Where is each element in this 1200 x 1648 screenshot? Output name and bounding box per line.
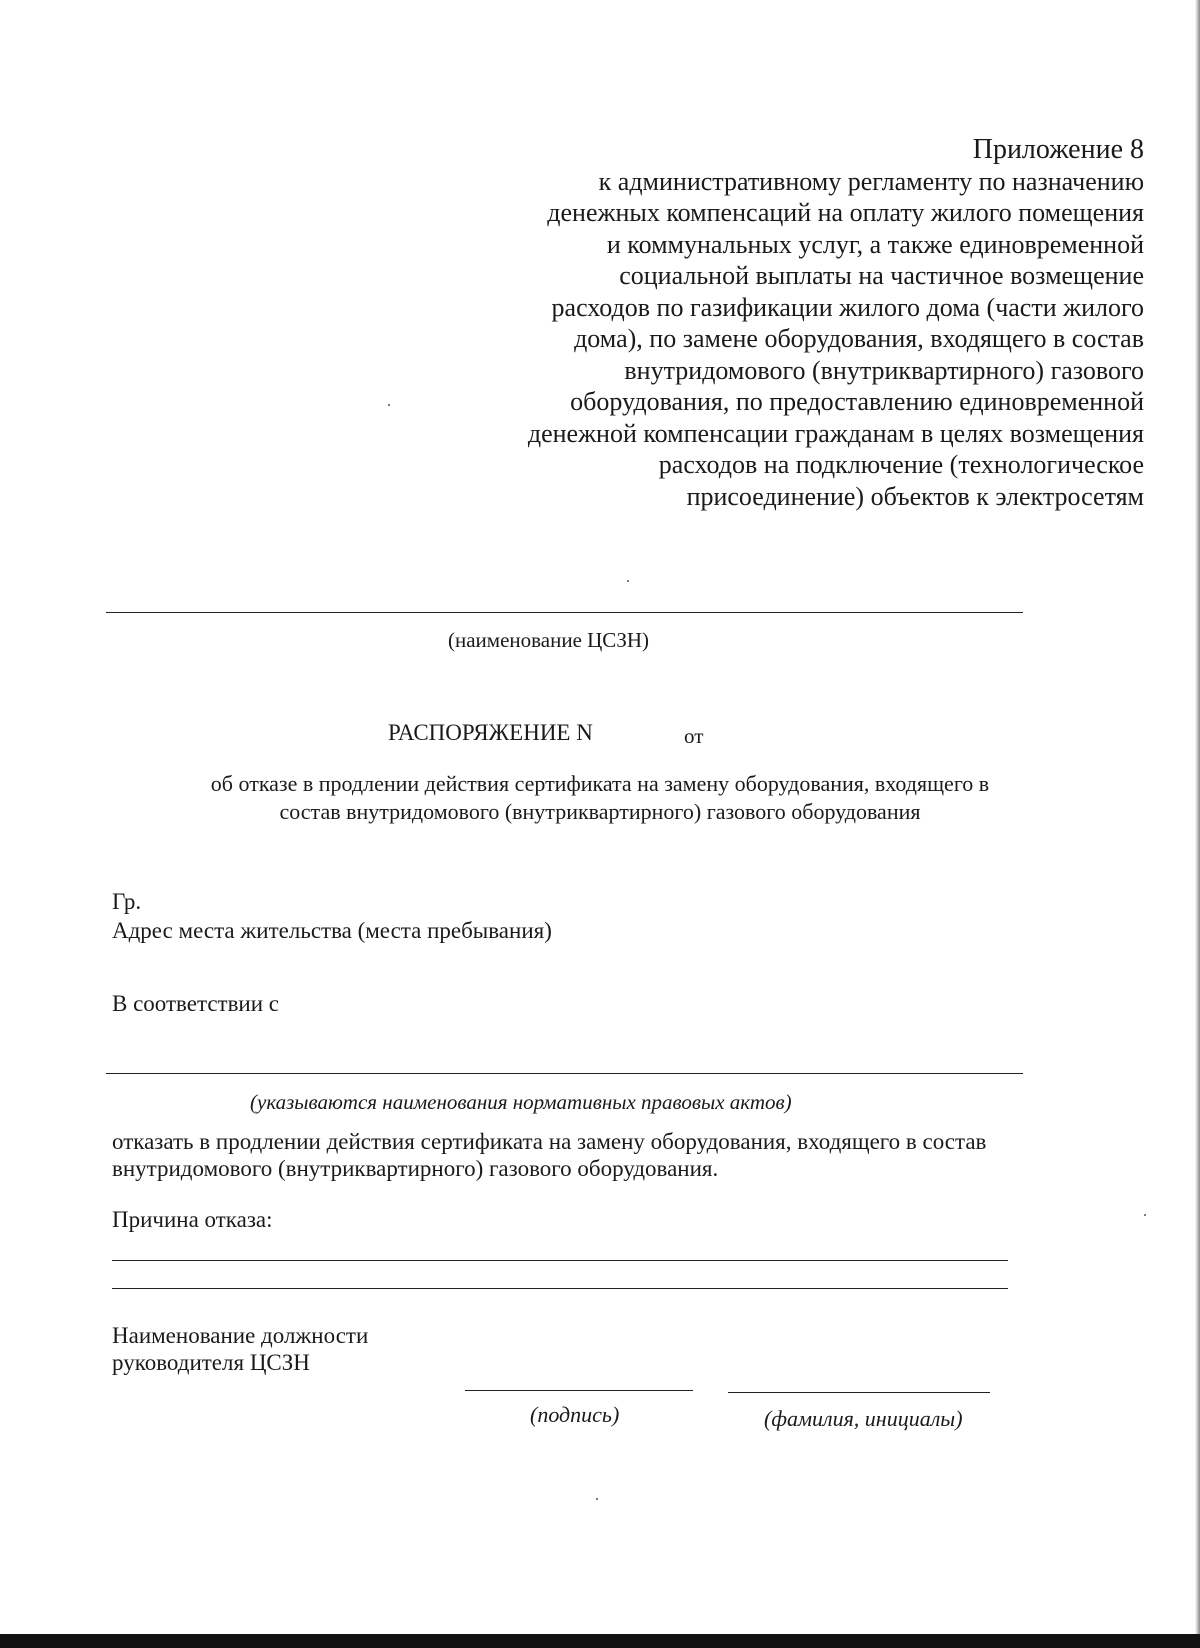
decision-line: отказать в продлении действия сертификата на замену оборудования, входящего в состав xyxy=(112,1129,987,1154)
scan-speck xyxy=(627,580,629,582)
annex-title: Приложение 8 xyxy=(972,134,1144,165)
name-line xyxy=(728,1392,990,1393)
annex-line: дома), по замене оборудования, входящего в состав xyxy=(574,324,1144,353)
annex-header xyxy=(424,134,1144,512)
order-title: РАСПОРЯЖЕНИЕ N xyxy=(388,720,593,745)
scan-edge-bottom xyxy=(0,1634,1200,1648)
scan-speck xyxy=(388,404,390,406)
citizen-label: Гр. xyxy=(112,889,142,914)
basis-line xyxy=(106,1073,1023,1074)
scan-edge-right xyxy=(1195,0,1200,1648)
order-from: от xyxy=(684,724,704,748)
reason-label: Причина отказа: xyxy=(112,1207,273,1232)
annex-line: и коммунальных услуг, а также единовременной xyxy=(606,229,1144,259)
scan-speck xyxy=(1144,1214,1146,1216)
position-line: руководителя ЦСЗН xyxy=(112,1350,310,1375)
signature-caption: (подпись) xyxy=(530,1402,620,1427)
annex-line: оборудования, по предоставлению единовременной xyxy=(570,387,1144,416)
order-subtitle xyxy=(100,770,1100,826)
annex-line: расходов на подключение (технологическое xyxy=(658,450,1144,479)
name-caption: (фамилия, инициалы) xyxy=(764,1406,963,1431)
annex-line: социальной выплаты на частичное возмещение xyxy=(619,261,1144,290)
order-subtitle-line: состав внутридомового (внутриквартирного) газового оборудования xyxy=(279,799,921,824)
address-label: Адрес места жительства (места пребывания) xyxy=(112,918,552,943)
annex-line: внутридомового (внутриквартирного) газового xyxy=(624,355,1144,385)
decision-line: внутридомового (внутриквартирного) газового оборудования. xyxy=(112,1156,719,1181)
org-name-line xyxy=(106,612,1023,613)
annex-line: присоединение) объектов к электросетям xyxy=(686,481,1144,511)
annex-line: расходов по газификации жилого дома (части жилого xyxy=(551,292,1144,322)
annex-line: денежной компенсации гражданам в целях возмещения xyxy=(527,418,1144,448)
reason-line xyxy=(112,1260,1008,1261)
org-caption: (наименование ЦСЗН) xyxy=(448,628,649,652)
basis-label: В соответствии с xyxy=(112,991,280,1016)
position-label xyxy=(112,1322,368,1376)
annex-line: к административному регламенту по назначению xyxy=(598,166,1144,196)
decision-text xyxy=(112,1128,1112,1182)
signature-line xyxy=(465,1390,693,1391)
position-line: Наименование должности xyxy=(112,1323,369,1348)
scan-speck xyxy=(596,1498,598,1500)
annex-line: денежных компенсаций на оплату жилого помещения xyxy=(547,198,1144,227)
order-subtitle-line: об отказе в продлении действия сертификата на замену оборудования, входящего в xyxy=(210,771,990,796)
reason-line xyxy=(112,1288,1008,1289)
basis-caption: (указываются наименования нормативных правовых актов) xyxy=(250,1090,792,1114)
